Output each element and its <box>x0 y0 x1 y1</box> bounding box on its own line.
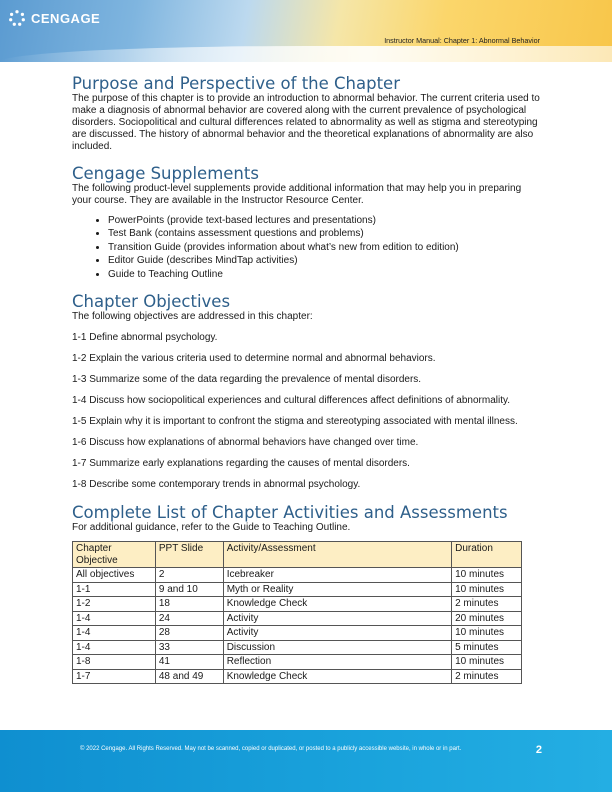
table-cell: 1-4 <box>73 611 156 626</box>
list-item: • Transition Guide (provides information about what’s new from edition to edition) <box>108 241 542 254</box>
header-swoosh <box>0 46 612 62</box>
table-cell: 5 minutes <box>452 640 522 655</box>
objectives-intro: The following objectives are addressed in this chapter: <box>72 311 313 323</box>
cengage-logo-icon <box>8 9 26 27</box>
page-footer <box>0 730 612 792</box>
objective-item: 1-4 Discuss how sociopolitical experiences and cultural differences affect definitions of abnormality. <box>72 395 511 407</box>
objectives-list <box>72 332 542 491</box>
table-row <box>73 640 522 655</box>
table-cell: Reflection <box>223 655 451 670</box>
table-cell: Myth or Reality <box>223 582 451 597</box>
table-cell: 9 and 10 <box>155 582 223 597</box>
supplements-heading: Cengage Supplements <box>72 164 259 183</box>
copyright-notice: © 2022 Cengage. All Rights Reserved. May not be scanned, copied or duplicated, or posted to a publicly accessible website, in whole or in part. <box>80 746 462 752</box>
table-cell: 33 <box>155 640 223 655</box>
table-cell: 1-8 <box>73 655 156 670</box>
activities-heading: Complete List of Chapter Activities and Assessments <box>72 503 508 523</box>
page-header <box>0 0 612 62</box>
table-cell: 20 minutes <box>452 611 522 626</box>
column-header: Chapter Objective <box>73 542 156 568</box>
column-header: PPT Slide <box>155 542 223 568</box>
brand-name: CENGAGE <box>31 10 101 26</box>
table-row <box>73 597 522 612</box>
table-cell: 18 <box>155 597 223 612</box>
table-cell: Icebreaker <box>223 568 451 583</box>
table-cell: Knowledge Check <box>223 597 451 612</box>
table-cell: 10 minutes <box>452 655 522 670</box>
cengage-logo <box>8 8 100 28</box>
objective-item: 1-2 Explain the various criteria used to determine normal and abnormal behaviors. <box>72 353 436 365</box>
list-item: • PowerPoints (provide text-based lectures and presentations) <box>108 214 542 227</box>
table-cell: 10 minutes <box>452 626 522 641</box>
table-cell: 1-4 <box>73 626 156 641</box>
list-item: • Editor Guide (describes MindTap activities) <box>108 254 542 267</box>
table-row <box>73 669 522 684</box>
column-header: Activity/Assessment <box>223 542 451 568</box>
purpose-heading: Purpose and Perspective of the Chapter <box>72 74 400 93</box>
objective-item: 1-3 Summarize some of the data regarding the prevalence of mental disorders. <box>72 374 422 386</box>
table-cell: 2 <box>155 568 223 583</box>
table-row <box>73 568 522 583</box>
page-content <box>72 74 542 684</box>
table-cell: 41 <box>155 655 223 670</box>
table-cell: 28 <box>155 626 223 641</box>
table-cell: Discussion <box>223 640 451 655</box>
objectives-heading: Chapter Objectives <box>72 292 231 312</box>
table-cell: 1-1 <box>73 582 156 597</box>
table-cell: 2 minutes <box>452 597 522 612</box>
objective-item: 1-7 Summarize early explanations regarding the causes of mental disorders. <box>72 458 410 470</box>
table-cell: 10 minutes <box>452 568 522 583</box>
table-cell: 1-4 <box>73 640 156 655</box>
table-row <box>73 582 522 597</box>
table-cell: 1-2 <box>73 597 156 612</box>
activities-intro: For additional guidance, refer to the Guide to Teaching Outline. <box>72 522 351 534</box>
objective-item: 1-5 Explain why it is important to confront the stigma and stereotyping associated with mental illness. <box>72 416 518 428</box>
purpose-body: The purpose of this chapter is to provide an introduction to abnormal behavior. The current criteria used to make a diagnosis of abnormal behavior are covered along with the current prevalence of psychological disorders. Sociopolitical and cultural differences related to abnormality as well as stigma and stereotyping are discussed. The history of abnormal behavior and the theoretical explanations of abnormality are also included. <box>72 93 540 152</box>
table-row <box>73 626 522 641</box>
table-cell: 10 minutes <box>452 582 522 597</box>
activities-table <box>72 541 522 684</box>
table-cell: 1-7 <box>73 669 156 684</box>
list-item: • Guide to Teaching Outline <box>108 268 542 281</box>
objective-item: 1-8 Describe some contemporary trends in abnormal psychology. <box>72 479 361 491</box>
table-cell: 24 <box>155 611 223 626</box>
supplements-list <box>72 214 542 281</box>
table-row <box>73 611 522 626</box>
objective-item: 1-1 Define abnormal psychology. <box>72 332 218 344</box>
table-header-row <box>73 542 522 568</box>
supplements-body: The following product-level supplements provide additional information that may help you in preparing your course. They are available in the Instructor Resource Center. <box>72 183 522 206</box>
table-cell: 48 and 49 <box>155 669 223 684</box>
table-cell: Knowledge Check <box>223 669 451 684</box>
running-head: Instructor Manual: Chapter 1: Abnormal Behavior <box>384 36 540 45</box>
objective-item: 1-6 Discuss how explanations of abnormal behaviors have changed over time. <box>72 437 419 449</box>
table-cell: Activity <box>223 611 451 626</box>
table-cell: All objectives <box>73 568 156 583</box>
column-header: Duration <box>452 542 522 568</box>
list-item: • Test Bank (contains assessment questions and problems) <box>108 227 542 240</box>
page-number: 2 <box>535 744 542 756</box>
table-cell: 2 minutes <box>452 669 522 684</box>
table-row <box>73 655 522 670</box>
table-cell: Activity <box>223 626 451 641</box>
